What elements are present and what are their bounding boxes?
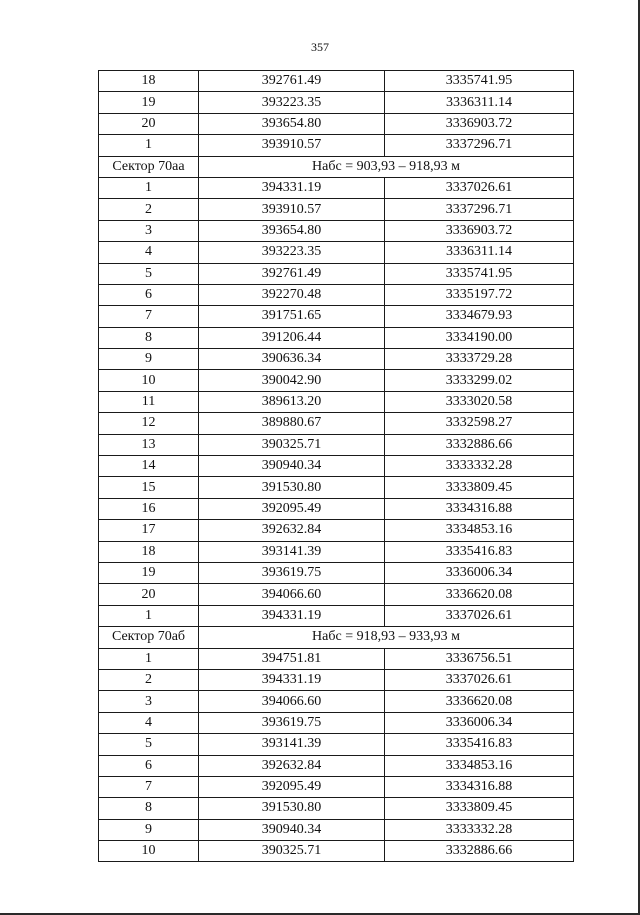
y-coordinate-cell: 3334679.93 — [385, 306, 574, 327]
x-coordinate-cell: 392095.49 — [199, 776, 385, 797]
point-number-cell: 20 — [99, 113, 199, 134]
y-coordinate-cell: 3337026.61 — [385, 605, 574, 626]
point-number-cell: 13 — [99, 434, 199, 455]
x-coordinate-cell: 390325.71 — [199, 841, 385, 862]
y-coordinate-cell: 3336756.51 — [385, 648, 574, 669]
x-coordinate-cell: 393910.57 — [199, 135, 385, 156]
table-row — [99, 648, 574, 669]
x-coordinate-cell: 393223.35 — [199, 92, 385, 113]
point-number-cell: 20 — [99, 584, 199, 605]
y-coordinate-cell: 3337026.61 — [385, 669, 574, 690]
x-coordinate-cell: 392270.48 — [199, 284, 385, 305]
y-coordinate-cell: 3336311.14 — [385, 92, 574, 113]
point-number-cell: 14 — [99, 456, 199, 477]
y-coordinate-cell: 3335416.83 — [385, 541, 574, 562]
y-coordinate-cell: 3333020.58 — [385, 391, 574, 412]
point-number-cell: 4 — [99, 242, 199, 263]
y-coordinate-cell: 3336903.72 — [385, 220, 574, 241]
table-row — [99, 841, 574, 862]
y-coordinate-cell: 3334853.16 — [385, 520, 574, 541]
y-coordinate-cell: 3334190.00 — [385, 327, 574, 348]
section-height-range: Набс = 903,93 – 918,93 м — [199, 156, 574, 177]
x-coordinate-cell: 392761.49 — [199, 71, 385, 92]
x-coordinate-cell: 390940.34 — [199, 819, 385, 840]
x-coordinate-cell: 391206.44 — [199, 327, 385, 348]
x-coordinate-cell: 394066.60 — [199, 691, 385, 712]
table-row — [99, 391, 574, 412]
coordinates-table — [98, 70, 574, 862]
table-row — [99, 691, 574, 712]
point-number-cell: 6 — [99, 755, 199, 776]
x-coordinate-cell: 392761.49 — [199, 263, 385, 284]
table-row — [99, 177, 574, 198]
point-number-cell: 15 — [99, 477, 199, 498]
x-coordinate-cell: 391530.80 — [199, 477, 385, 498]
y-coordinate-cell: 3333299.02 — [385, 370, 574, 391]
x-coordinate-cell: 390636.34 — [199, 349, 385, 370]
y-coordinate-cell: 3337296.71 — [385, 199, 574, 220]
x-coordinate-cell: 390325.71 — [199, 434, 385, 455]
table-row — [99, 669, 574, 690]
y-coordinate-cell: 3336006.34 — [385, 712, 574, 733]
point-number-cell: 12 — [99, 413, 199, 434]
x-coordinate-cell: 394066.60 — [199, 584, 385, 605]
table-row — [99, 135, 574, 156]
table-row — [99, 113, 574, 134]
point-number-cell: 7 — [99, 776, 199, 797]
table-row — [99, 712, 574, 733]
y-coordinate-cell: 3335741.95 — [385, 71, 574, 92]
table-row — [99, 434, 574, 455]
table-row — [99, 755, 574, 776]
table-row — [99, 242, 574, 263]
point-number-cell: 5 — [99, 263, 199, 284]
table-row — [99, 306, 574, 327]
table-row — [99, 541, 574, 562]
y-coordinate-cell: 3333809.45 — [385, 477, 574, 498]
point-number-cell: 10 — [99, 370, 199, 391]
point-number-cell: 3 — [99, 220, 199, 241]
point-number-cell: 1 — [99, 648, 199, 669]
point-number-cell: 7 — [99, 306, 199, 327]
table-row — [99, 456, 574, 477]
section-height-range: Набс = 918,93 – 933,93 м — [199, 627, 574, 648]
x-coordinate-cell: 390940.34 — [199, 456, 385, 477]
point-number-cell: 11 — [99, 391, 199, 412]
point-number-cell: 1 — [99, 135, 199, 156]
point-number-cell: 4 — [99, 712, 199, 733]
point-number-cell: 8 — [99, 327, 199, 348]
x-coordinate-cell: 393654.80 — [199, 113, 385, 134]
point-number-cell: 19 — [99, 92, 199, 113]
table-row — [99, 349, 574, 370]
y-coordinate-cell: 3336620.08 — [385, 691, 574, 712]
table-row — [99, 413, 574, 434]
point-number-cell: 3 — [99, 691, 199, 712]
point-number-cell: 18 — [99, 541, 199, 562]
section-name: Сектор 70аа — [99, 156, 199, 177]
y-coordinate-cell: 3333332.28 — [385, 456, 574, 477]
x-coordinate-cell: 392632.84 — [199, 755, 385, 776]
point-number-cell: 16 — [99, 498, 199, 519]
table-row — [99, 370, 574, 391]
table-row — [99, 327, 574, 348]
point-number-cell: 9 — [99, 819, 199, 840]
y-coordinate-cell: 3333729.28 — [385, 349, 574, 370]
point-number-cell: 18 — [99, 71, 199, 92]
x-coordinate-cell: 394331.19 — [199, 605, 385, 626]
point-number-cell: 8 — [99, 798, 199, 819]
point-number-cell: 5 — [99, 734, 199, 755]
y-coordinate-cell: 3334316.88 — [385, 498, 574, 519]
y-coordinate-cell: 3333809.45 — [385, 798, 574, 819]
x-coordinate-cell: 393910.57 — [199, 199, 385, 220]
y-coordinate-cell: 3337296.71 — [385, 135, 574, 156]
y-coordinate-cell: 3335741.95 — [385, 263, 574, 284]
x-coordinate-cell: 393654.80 — [199, 220, 385, 241]
y-coordinate-cell: 3332886.66 — [385, 841, 574, 862]
y-coordinate-cell: 3336311.14 — [385, 242, 574, 263]
table-row — [99, 605, 574, 626]
x-coordinate-cell: 394331.19 — [199, 669, 385, 690]
table-row — [99, 71, 574, 92]
y-coordinate-cell: 3336620.08 — [385, 584, 574, 605]
x-coordinate-cell: 391530.80 — [199, 798, 385, 819]
point-number-cell: 19 — [99, 562, 199, 583]
page-number: 357 — [311, 40, 329, 54]
y-coordinate-cell: 3336006.34 — [385, 562, 574, 583]
y-coordinate-cell: 3332886.66 — [385, 434, 574, 455]
y-coordinate-cell: 3335197.72 — [385, 284, 574, 305]
point-number-cell: 2 — [99, 199, 199, 220]
x-coordinate-cell: 391751.65 — [199, 306, 385, 327]
table-row — [99, 562, 574, 583]
table-row — [99, 734, 574, 755]
y-coordinate-cell: 3337026.61 — [385, 177, 574, 198]
y-coordinate-cell: 3336903.72 — [385, 113, 574, 134]
section-name: Сектор 70аб — [99, 627, 199, 648]
table-row — [99, 520, 574, 541]
section-header-row — [99, 156, 574, 177]
table-row — [99, 92, 574, 113]
section-header-row — [99, 627, 574, 648]
table-row — [99, 798, 574, 819]
coordinates-table-body — [99, 71, 574, 862]
point-number-cell: 6 — [99, 284, 199, 305]
y-coordinate-cell: 3333332.28 — [385, 819, 574, 840]
point-number-cell: 1 — [99, 177, 199, 198]
x-coordinate-cell: 393619.75 — [199, 562, 385, 583]
table-row — [99, 284, 574, 305]
y-coordinate-cell: 3334316.88 — [385, 776, 574, 797]
table-row — [99, 199, 574, 220]
point-number-cell: 1 — [99, 605, 199, 626]
point-number-cell: 9 — [99, 349, 199, 370]
x-coordinate-cell: 394751.81 — [199, 648, 385, 669]
table-row — [99, 477, 574, 498]
point-number-cell: 2 — [99, 669, 199, 690]
x-coordinate-cell: 393141.39 — [199, 734, 385, 755]
x-coordinate-cell: 389880.67 — [199, 413, 385, 434]
table-row — [99, 776, 574, 797]
table-row — [99, 220, 574, 241]
y-coordinate-cell: 3335416.83 — [385, 734, 574, 755]
x-coordinate-cell: 394331.19 — [199, 177, 385, 198]
table-row — [99, 819, 574, 840]
y-coordinate-cell: 3334853.16 — [385, 755, 574, 776]
x-coordinate-cell: 393619.75 — [199, 712, 385, 733]
y-coordinate-cell: 3332598.27 — [385, 413, 574, 434]
point-number-cell: 10 — [99, 841, 199, 862]
table-row — [99, 498, 574, 519]
x-coordinate-cell: 390042.90 — [199, 370, 385, 391]
x-coordinate-cell: 393141.39 — [199, 541, 385, 562]
table-row — [99, 584, 574, 605]
x-coordinate-cell: 389613.20 — [199, 391, 385, 412]
x-coordinate-cell: 392632.84 — [199, 520, 385, 541]
x-coordinate-cell: 393223.35 — [199, 242, 385, 263]
table-row — [99, 263, 574, 284]
point-number-cell: 17 — [99, 520, 199, 541]
x-coordinate-cell: 392095.49 — [199, 498, 385, 519]
